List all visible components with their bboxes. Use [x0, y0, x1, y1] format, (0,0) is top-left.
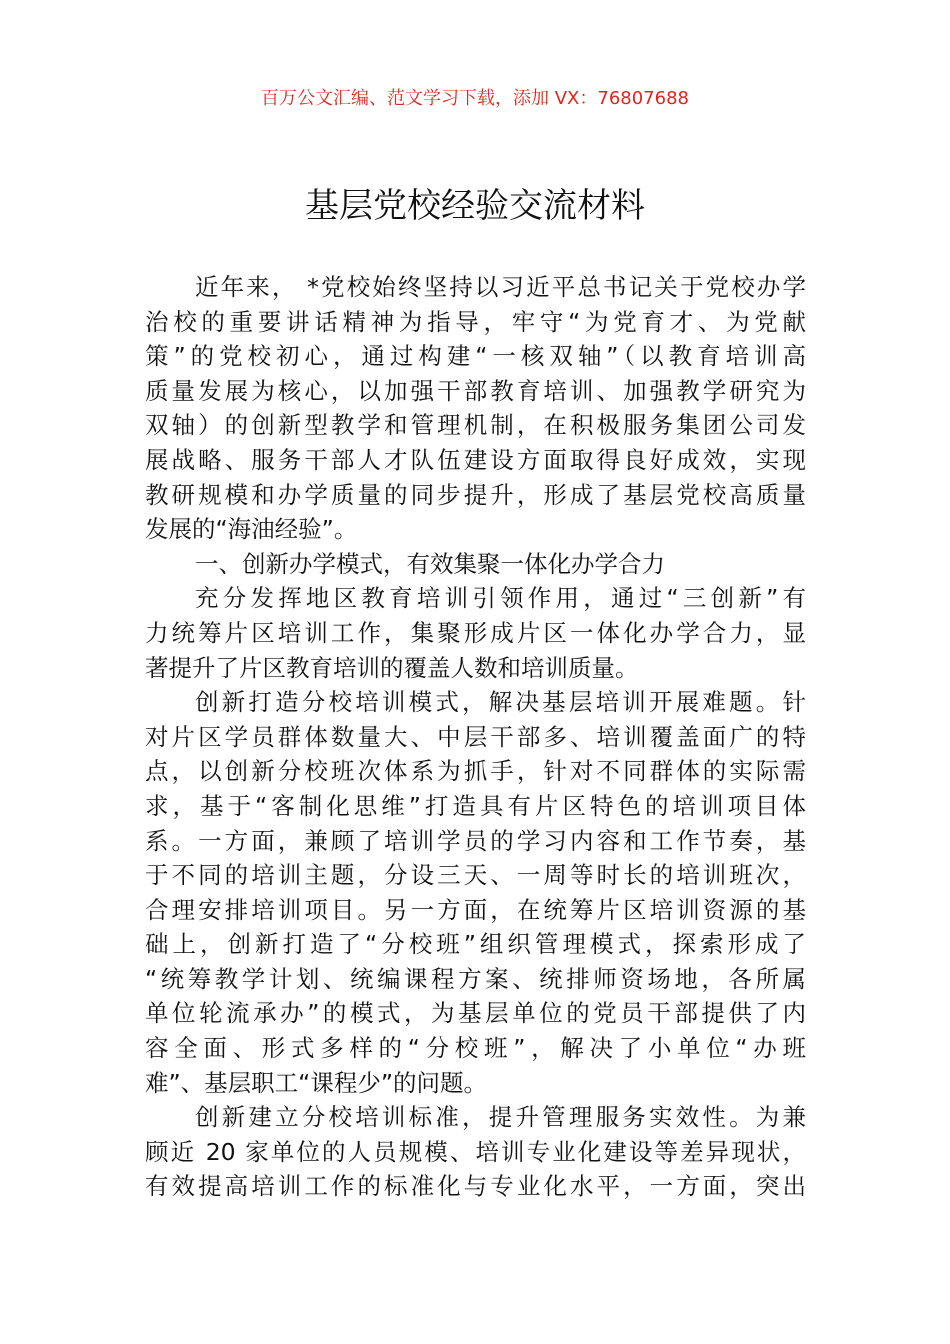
- text-line: 于不同的培训主题，分设三天、一周等时长的培训班次，: [145, 861, 806, 890]
- document-title: 基层党校经验交流材料: [305, 186, 645, 226]
- text-line: 力统筹片区培训工作，集聚形成片区一体化办学合力，显: [145, 618, 806, 647]
- paragraph: [145, 270, 806, 547]
- text-line: 近年来， *党校始终坚持以习近平总书记关于党校办学: [195, 273, 806, 301]
- text-line: 系。一方面，兼顾了培训学员的学习内容和工作节奏，基: [145, 826, 806, 855]
- paragraph: [145, 1100, 806, 1204]
- text-line: “统筹教学计划、统编课程方案、统排师资场地，各所属: [145, 964, 806, 993]
- text-line: 充分发挥地区教育培训引领作用，通过“三创新”有: [195, 584, 806, 613]
- text-line: 求，基于“客制化思维”打造具有片区特色的培训项目体: [145, 791, 806, 820]
- text-line: 教研规模和办学质量的同步提升，形成了基层党校高质量: [145, 480, 806, 509]
- text-line: 础上，创新打造了“分校班”组织管理模式，探索形成了: [145, 930, 806, 959]
- text-line: 点，以创新分校班次体系为抓手，针对不同群体的实际需: [145, 757, 806, 786]
- text-line: 著提升了片区教育培训的覆盖人数和培训质量。: [145, 653, 639, 682]
- text-line: 治校的重要讲话精神为指导，牢守“为党育才、为党献: [145, 307, 806, 336]
- text-line: 创新建立分校培训标准，提升管理服务实效性。为兼: [195, 1103, 806, 1132]
- text-line: 难”、基层职工“课程少”的问题。: [145, 1068, 488, 1097]
- text-line: 展战略、服务干部人才队伍建设方面取得良好成效，实现: [145, 445, 806, 474]
- text-line: 顾近 20 家单位的人员规模、培训专业化建设等差异现状，: [145, 1137, 806, 1166]
- download-notice: 百万公文汇编、范文学习下载，添加 VX：76807688: [261, 88, 689, 109]
- text-line: 容全面、形式多样的“分校班”，解决了小单位“办班: [145, 1034, 806, 1063]
- document-body: [145, 270, 806, 1204]
- text-line: 单位轮流承办”的模式，为基层单位的党员干部提供了内: [145, 999, 806, 1028]
- text-line: 双轴）的创新型教学和管理机制，在积极服务集团公司发: [145, 411, 806, 440]
- text-line: 发展的“海油经验”。: [145, 515, 358, 544]
- paragraph: [145, 581, 806, 685]
- text-line: 对片区学员群体数量大、中层干部多、培训覆盖面广的特: [145, 722, 806, 751]
- text-line: 质量发展为核心，以加强干部教育培训、加强教学研究为: [145, 376, 806, 405]
- text-line: 有效提高培训工作的标准化与专业化水平，一方面，突出: [145, 1172, 806, 1201]
- text-line: 策”的党校初心，通过构建“一核双轴”（以教育培训高: [145, 342, 806, 371]
- section-heading: [145, 547, 806, 582]
- text-line: 一、创新办学模式，有效集聚一体化办学合力: [195, 549, 665, 578]
- text-line: 创新打造分校培训模式，解决基层培训开展难题。针: [195, 688, 806, 717]
- paragraph: [145, 685, 806, 1100]
- text-line: 合理安排培训项目。另一方面，在统筹片区培训资源的基: [145, 895, 806, 924]
